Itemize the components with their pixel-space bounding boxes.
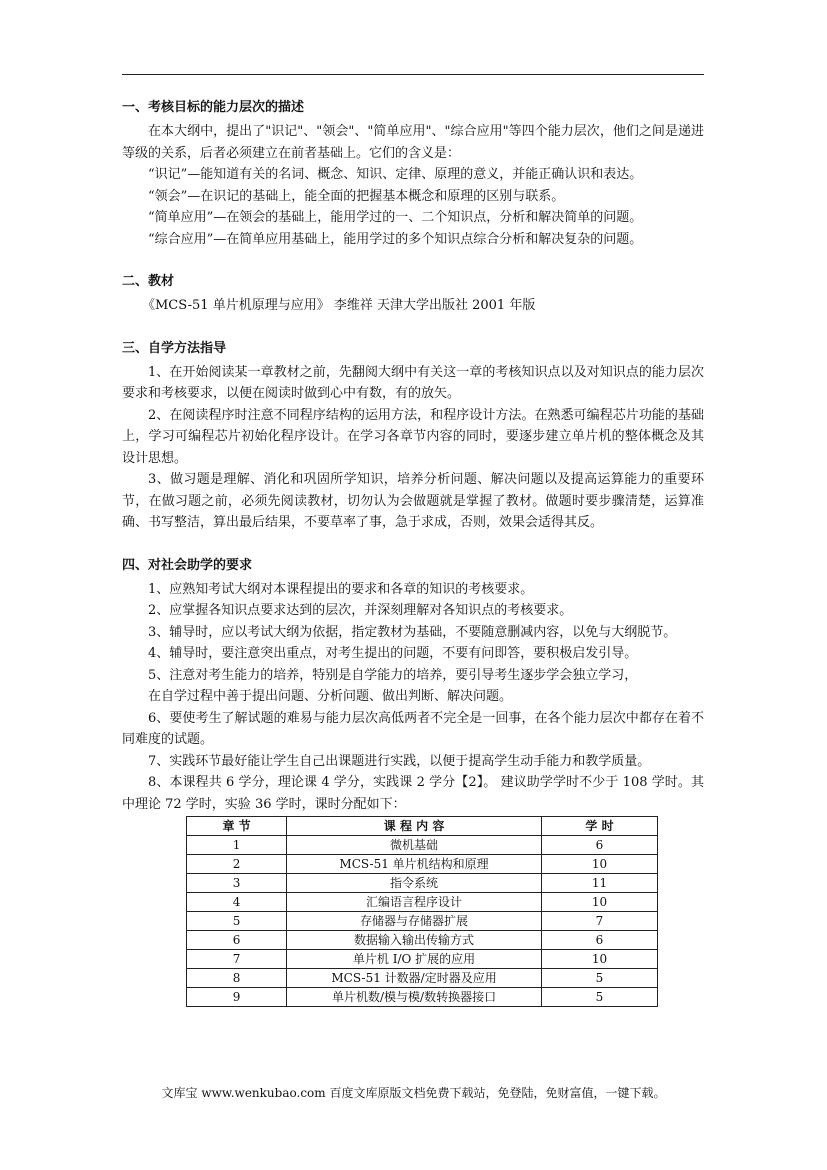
list-item: 4、辅导时，要注意突出重点，对考生提出的问题，不要有问即答，要积极启发引导。 [148,646,638,661]
list-item: 2、应掌握各知识点要求达到的层次，并深刻理解对各知识点的考核要求。 [148,603,573,618]
table-cell: 6 [541,836,657,855]
list-item: 3、做习题是理解、消化和巩固所学知识，培养分析问题、解决问题以及提高运算能力的重要环节，在做习题之前，必须先阅读教材，切勿认为会做题就是掌握了教材。做题时要步骤清楚，运算准确、书写整洁，算出最后结果，不要草率了事，急于求成，否则，效果会适得其反。 [122,472,704,530]
table-row [187,893,658,912]
column-header-content: 课 程 内 容 [287,817,542,836]
list-item: 7、实践环节最好能让学生自己出课题进行实践，以便于提高学生动手能力和教学质量。 [148,753,651,769]
list-item: 1、在开始阅读某一章教材之前，先翻阅大纲中有关这一章的考核知识点以及对知识点的能力层次要求和考核要求，以便在阅读时做到心中有数，有的放矢。 [122,364,704,401]
column-header-hours: 学 时 [541,817,657,836]
column-header-chapter: 章 节 [187,817,287,836]
list-item: 1、应熟知考试大纲对本课程提出的要求和各章的知识的考核要求。 [148,581,534,597]
paragraph: 在本大纲中，提出了"识记"、"领会"、"简单应用"、"综合应用"等四个能力层次，他们之间是递进等级的关系，后者必须建立在前者基础上。它们的含义是： [122,124,704,161]
list-item: 2、在阅读程序时注意不同程序结构的运用方法，和程序设计方法。在熟悉可编程芯片功能的基础上，学习可编程芯片初始化程序设计。在学习各章节内容的同时，要逐步建立单片机的整体概念及其设计思想。 [122,407,704,466]
table-cell: 单片机数/模与模/数转换器接口 [287,988,542,1007]
table-cell: 汇编语言程序设计 [287,893,542,912]
list-item: 在自学过程中善于提出问题、分析问题、做出判断、解决问题。 [148,689,513,704]
document-body [122,98,704,1007]
section-heading: 三、自学方法指导 [122,340,227,356]
table-cell: 10 [541,855,657,874]
table-cell: 8 [187,969,287,988]
section-ability-levels [122,98,704,250]
table-header-row [187,817,658,836]
table-cell: 单片机 I/O 扩展的应用 [287,950,542,969]
table-cell: MCS-51 单片机结构和原理 [287,855,542,874]
table-cell: 4 [187,893,287,912]
table-row [187,969,658,988]
table-cell: 存储器与存储器扩展 [287,912,542,931]
table-row [187,988,658,1007]
section-heading: 二、教材 [122,274,175,289]
table-cell: MCS-51 计数器/定时器及应用 [287,969,542,988]
level-item: “简单应用”—在领会的基础上，能用学过的一、二个知识点，分析和解决简单的问题。 [148,210,643,225]
table-cell: 数据输入输出传输方式 [287,931,542,950]
table-cell: 微机基础 [287,836,542,855]
table-cell: 7 [187,950,287,969]
section-self-study [122,339,704,534]
level-item: “领会”—在识记的基础上，能全面的把握基本概念和原理的区别与联系。 [148,188,565,204]
level-item: “综合应用”—在简单应用基础上，能用学过的多个知识点综合分析和解决复杂的问题。 [148,231,643,247]
section-social-tutoring [122,556,704,1008]
textbook-info: 《MCS-51 单片机原理与应用》 李维祥 天津大学出版社 2001 年版 [142,298,536,313]
table-cell: 10 [541,893,657,912]
section-textbook [122,272,704,317]
table-cell: 3 [187,874,287,893]
table-cell: 9 [187,988,287,1007]
table-cell: 6 [541,931,657,950]
table-cell: 1 [187,836,287,855]
header-rule [122,74,704,75]
hours-table [186,816,658,1007]
table-row [187,874,658,893]
section-heading: 一、考核目标的能力层次的描述 [122,100,305,115]
table-row [187,931,658,950]
table-cell: 2 [187,855,287,874]
table-cell: 5 [187,912,287,931]
list-item: 6、要使考生了解试题的难易与能力层次高低两者不完全是一回事，在各个能力层次中都存在着不同难度的试题。 [122,710,704,747]
section-heading: 四、对社会助学的要求 [122,557,253,573]
list-item: 8、本课程共 6 学分，理论课 4 学分，实践课 2 学分【2】。 建议助学学时不少于 108 学时。其中理论 72 学时，实验 36 学时，课时分配如下： [122,775,704,812]
list-item: 5、注意对考生能力的培养，特别是自学能力的培养，要引导考生逐步学会独立学习， [148,667,638,683]
table-cell: 5 [541,969,657,988]
table-row [187,950,658,969]
footer-note: 文库宝 www.wenkubao.com 百度文库原版文档免费下载站，免登陆，免财富值，一键下载。 [161,1086,666,1100]
table-cell: 7 [541,912,657,931]
table-cell: 6 [187,931,287,950]
table-row [187,855,658,874]
table-row [187,836,658,855]
list-item: 3、辅导时，应以考试大纲为依据，指定教材为基础，不要随意删减内容，以免与大纲脱节。 [148,624,677,640]
table-cell: 5 [541,988,657,1007]
table-row [187,912,658,931]
table-cell: 11 [541,874,657,893]
table-cell: 指令系统 [287,874,542,893]
table-cell: 10 [541,950,657,969]
level-item: “识记”—能知道有关的名词、概念、知识、定律、原理的意义，并能正确认识和表达。 [148,167,643,182]
